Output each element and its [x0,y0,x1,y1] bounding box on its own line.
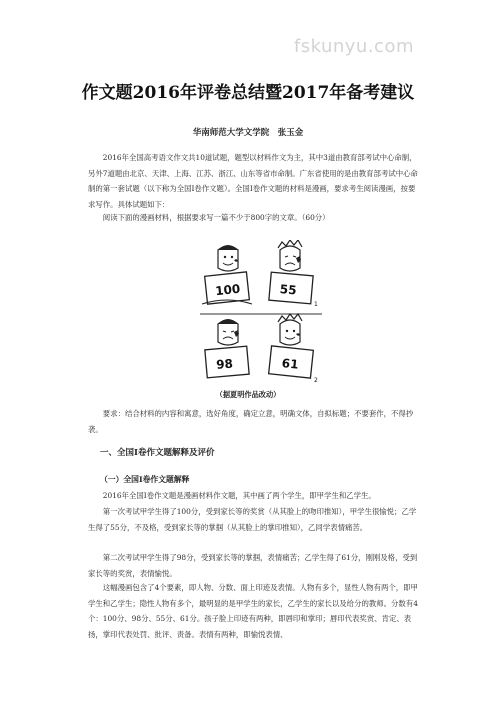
comic-illustration [196,240,326,388]
subsection-heading: （一）全国Ⅰ卷作文题解释 [100,475,190,484]
body-paragraph-4: 这幅漫画包含了4个要素，即人物、分数、面上印迹及表情。人物有多个，显性人物有两个，即甲学生和乙学生；隐性人物有多个，最明显的是甲学生的家长，乙学生的家长以及给分的教师。分数有4个：100分、98分、55分、61分。孩子脸上印迹有两种，即唇印和掌印；唇印代表奖赏、肯定、表扬，掌印代表处罚、批评、责备。表情有两种，即愉悦表情、 [88,583,418,639]
body-paragraph-3: 第二次考试甲学生得了98分，受到家长等的掌掴，表情痛苦；乙学生得了61分，刚刚及格，受到家长等的奖赏，表情愉悦。 [88,553,418,578]
score-61: 61 [281,356,300,372]
document-title: 作文题2016年评卷总结暨2017年备考建议 [81,83,415,103]
panel-number-2: 2 [314,377,318,384]
task-paragraph: 阅读下面的漫画材料，根据要求写一篇不少于800字的文章。（60分） [102,213,330,222]
score-100: 100 [214,281,241,299]
body-paragraph-2: 第一次考试甲学生得了100分，受到家长等的奖赏（从其脸上的吻印推知），甲学生很愉悦；乙学生得了55分，不及格，受到家长等的掌掴（从其脸上的掌印推知），乙同学表情痛苦。 [88,507,417,532]
score-55: 55 [279,282,298,298]
panel-number-1: 1 [314,301,318,308]
section-heading: 一、全国Ⅰ卷作文题解释及评价 [100,448,215,458]
body-paragraph-1: 2016年全国Ⅰ卷作文题是漫画材料作文题，其中画了两个学生，即甲学生和乙学生。 [102,491,376,500]
score-98: 98 [215,356,234,372]
author-line: 华南师范大学文学院 张玉金 [192,128,304,138]
intro-paragraph: 2016年全国高考语文作文共10道试题，题型以材料作文为主，其中3道由教育部考试中心命制，另外7道题由北京、天津、上海、江苏、浙江、山东等省市命制。广东省使用的是由教育部考试中心命制的第一套试题（以下称为全国Ⅰ卷作文题）。全国Ⅰ卷作文题的材料是漫画，要求考生阅读漫画，按要求写作。具体试题如下： [88,153,418,209]
watermark: fskunyu.com [293,36,414,57]
requirement-paragraph: 要求：结合材料的内容和寓意，选好角度，确定立意，明确文体，自拟标题；不要套作，不得抄袭。 [88,409,414,434]
comic-caption: （据夏明作品改动） [215,390,281,399]
